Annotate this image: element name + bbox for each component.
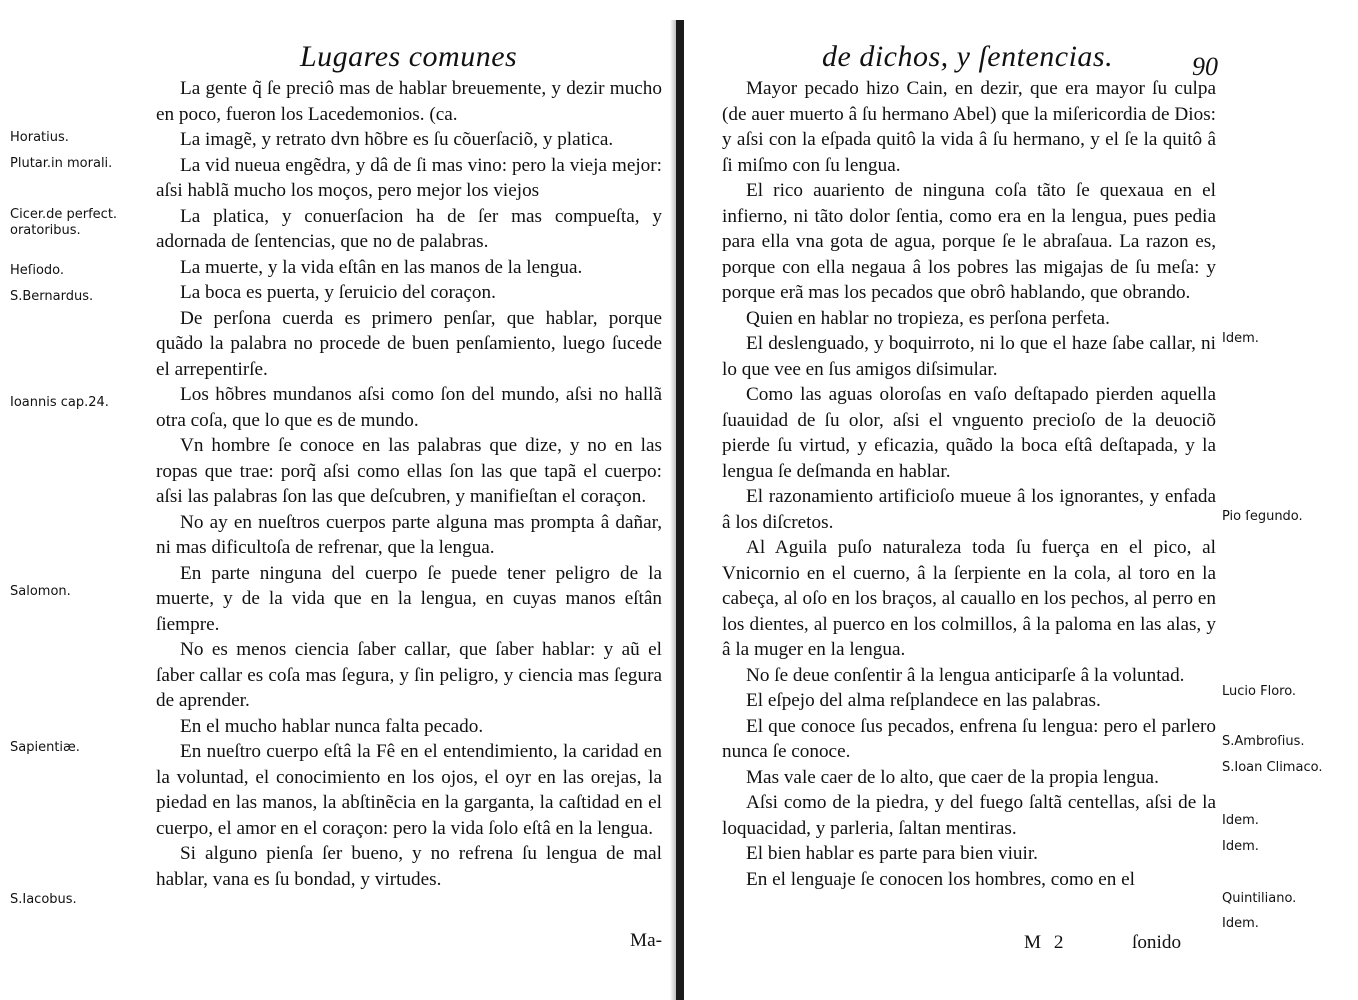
paragraph: Quien en hablar no tropieza, es perſona perfeta. <box>746 307 1110 329</box>
left-page <box>0 0 676 1000</box>
marginal-note: S.Bernardus. <box>10 289 94 304</box>
paragraph: El razonamiento artificioſo mueue â los ignorantes, y enfada â los diſcretos. <box>722 486 1216 533</box>
signature-mark: M 2 <box>1024 932 1068 953</box>
paragraph: En parte ninguna del cuerpo ſe puede tener peligro de la muerte, y de la vida que en la lengua, en cuyas manos eſtân ſiempre. <box>156 562 662 635</box>
paragraph: No ay en nueſtros cuerpos parte alguna mas prompta â dañar, ni mas dificultoſa de refrenar, que la lengua. <box>156 511 662 558</box>
marginal-note: S.Ambroſius. <box>1222 734 1305 749</box>
marginal-note: Horatius. <box>10 130 69 145</box>
paragraph: Aſsi como de la piedra, y del fuego ſaltã centellas, aſsi de la loquacidad, y parleria, ſaltan mentiras. <box>722 792 1216 839</box>
paragraph: Como las aguas oloroſas en vaſo deſtapado pierden aquella ſuauidad de ſu olor, aſsi el vnguento precioſo de la deuociõ pierde ſu virtud, y eficazia, quãdo la boca eſtâ deſtapada, y la lengua ſe deſmanda en hablar. <box>722 384 1216 482</box>
paragraph: En el lenguaje ſe conocen los hombres, como en el <box>746 868 1135 890</box>
marginal-note: Pio ſegundo. <box>1222 509 1303 524</box>
paragraph: Los hõbres mundanos aſsi como ſon del mundo, aſsi no hallã otra coſa, que lo que es de mundo. <box>156 384 662 431</box>
marginal-note: Salomon. <box>10 584 71 599</box>
marginal-note: Idem. <box>1222 916 1259 931</box>
paragraph: De perſona cuerda es primero penſar, que hablar, porque quãdo la palabra no procede de buen penſamiento, luego ſucede el arrepentirſe. <box>156 307 662 380</box>
marginal-note: Idem. <box>1222 813 1259 828</box>
paragraph: La platica, y conuerſacion ha de ſer mas compueſta, y adornada de ſentencias, que no de palabras. <box>156 205 662 252</box>
paragraph: El que conoce ſus pecados, enfrena ſu lengua: pero el parlero nunca ſe conoce. <box>722 715 1216 762</box>
paragraph: Si alguno pienſa ſer bueno, y no refrena ſu lengua de mal hablar, vana es ſu bondad, y virtudes. <box>156 843 662 890</box>
marginal-note: S.Ioan Climaco. <box>1222 760 1323 775</box>
paragraph: Vn hombre ſe conoce en las palabras que dize, y no en las ropas que trae: porq̃ aſsi como ellas ſon las que tapã el cuerpo: aſsi las palabras ſon las que deſcubren, y manifieſtan el coraçon. <box>156 435 662 507</box>
marginal-note: S.Iacobus. <box>10 892 77 907</box>
marginal-note: Lucio Floro. <box>1222 684 1297 699</box>
paragraph: La gente q̃ ſe preciô mas de hablar breuemente, y dezir mucho en poco, fueron los Lacedemonios. (ca. <box>156 78 662 125</box>
left-catchword: Ma- <box>630 930 662 951</box>
right-body-text <box>722 76 1216 892</box>
paragraph: Mayor pecado hizo Cain, en dezir, que era mayor ſu culpa (de auer muerto â ſu hermano Abel) que la miſericordia de Dios: y aſsi con la eſpada quitô la vida â ſu hermano, y el ſe la quitô â ſi miſmo con ſu lengua. <box>722 78 1216 176</box>
paragraph: No es menos ciencia ſaber callar, que ſaber hablar: y aũ el ſaber callar es coſa mas ſegura, y ſin peligro, y ciencia mas ſegura de aprender. <box>156 639 662 711</box>
marginal-note: Cicer.de perfect. <box>10 207 118 222</box>
paragraph: En nueſtro cuerpo eſtâ la Fê en el entendimiento, la caridad en la voluntad, el conocimiento en los ojos, el oyr en las orejas, la piedad en las manos, la abſtinẽcia en la garganta, la caſtidad en el cuerpo, el amor en el coraçon: pero la vida ſolo eſtâ en la lengua. <box>156 741 662 839</box>
paragraph: El eſpejo del alma reſplandece en las palabras. <box>746 690 1101 711</box>
marginal-note: Quintiliano. <box>1222 891 1297 906</box>
marginal-note: Plutar.in morali. <box>10 156 113 171</box>
paragraph: La boca es puerta, y ſeruicio del coraçon. <box>180 282 496 303</box>
paragraph: El bien hablar es parte para bien viuir. <box>746 843 1038 864</box>
right-catchword: ſonido <box>1132 932 1182 953</box>
marginal-note: Idem. <box>1222 839 1259 854</box>
right-page <box>684 0 1358 1000</box>
paragraph: Mas vale caer de lo alto, que caer de la propia lengua. <box>746 766 1159 788</box>
paragraph: La vid nueua engẽdra, y dâ de ſi mas vino: pero la vieja mejor: aſsi hablã mucho los moços, pero mejor los viejos <box>156 154 662 201</box>
page-number: 90 <box>1192 52 1218 81</box>
left-body-text <box>156 76 662 892</box>
marginal-note: Idem. <box>1222 331 1259 346</box>
marginal-note: oratoribus. <box>10 223 81 238</box>
marginal-note: Sapientiæ. <box>10 740 80 755</box>
marginal-note: Heſiodo. <box>10 263 65 278</box>
book-gutter <box>676 20 684 1000</box>
left-running-head: Lugares comunes <box>300 40 518 73</box>
paragraph: Al Aguila puſo naturaleza toda ſu fuerça en el pico, al Vnicornio en el cuerno, â la ſerpiente en la cola, al toro en la cabeça, al oſo en los braços, al cauallo en los pechos, al perro en los dientes, al puerco en los colmillos, â la paloma en las alas, y â la muger en la lengua. <box>722 537 1216 660</box>
paragraph: En el mucho hablar nunca falta pecado. <box>180 715 484 737</box>
paragraph: No ſe deue conſentir â la lengua anticiparſe â la voluntad. <box>746 664 1185 686</box>
paragraph: El rico auariento de ninguna coſa tãto ſe quexaua en el infierno, ni tãto dolor ſentia, como era en la lengua, pues pedia para ella vna gota de agua, porque ſe le abraſaua. La razon es, porque con ella negaua â los pobres las migajas de ſu meſa: y porque erã mas los pecados que obrô hablando, que obrando. <box>722 180 1216 303</box>
paragraph: El deslenguado, y boquirroto, ni lo que el haze ſabe callar, ni lo que vee en ſus amigos diſsimular. <box>722 333 1216 380</box>
right-running-head: de dichos, y ſentencias. <box>822 40 1114 73</box>
paragraph: La muerte, y la vida eſtân en las manos de la lengua. <box>180 256 583 278</box>
marginal-note: Ioannis cap.24. <box>10 395 109 410</box>
paragraph: La imagẽ, y retrato dvn hõbre es ſu cõuerſaciõ, y platica. <box>180 129 614 150</box>
